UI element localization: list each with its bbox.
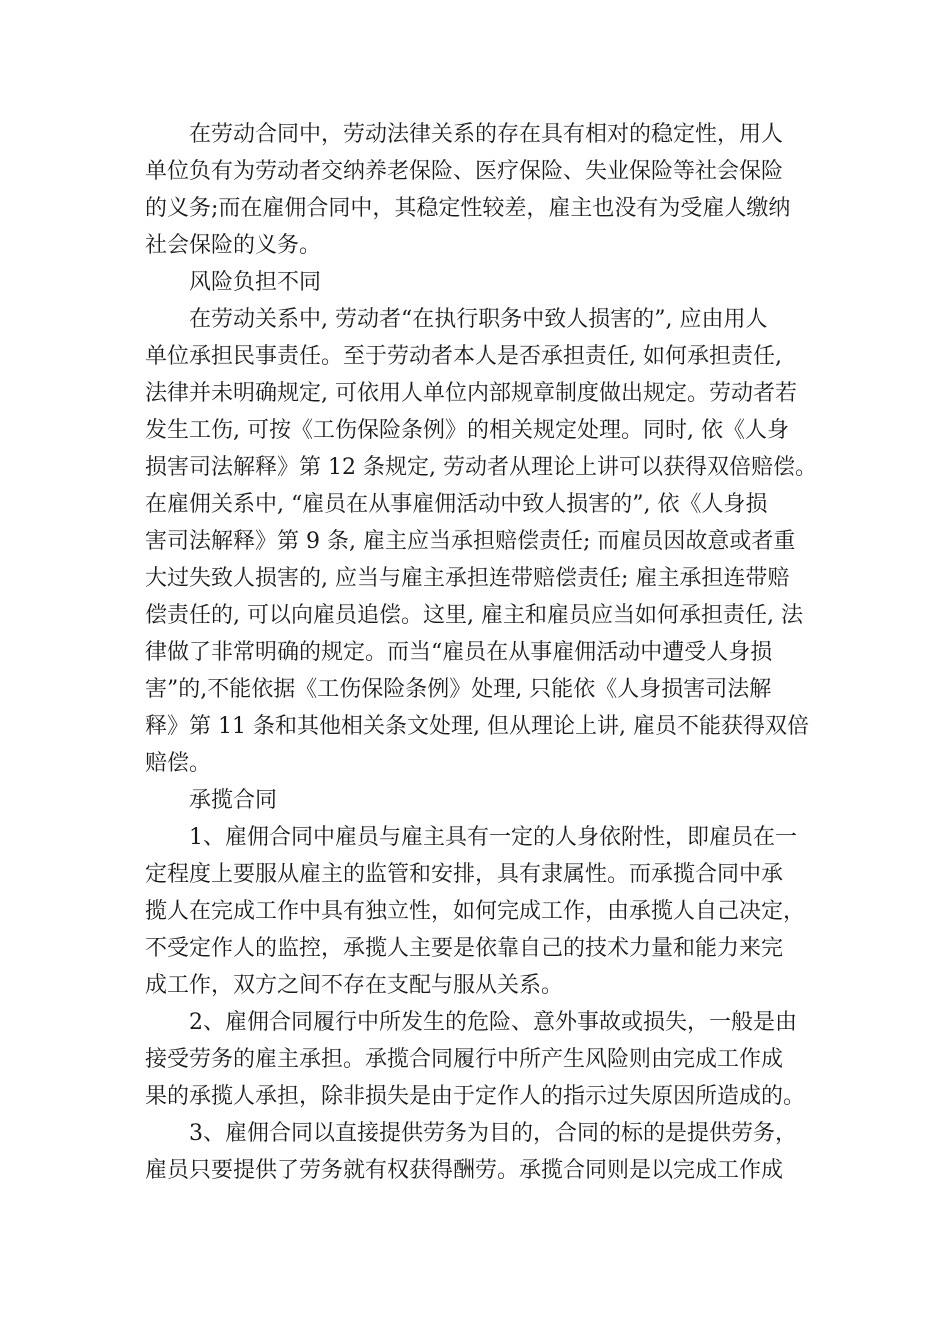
- body-text-line: 害”的,不能依据《工伤保险条例》处理, 只能依《人身损害司法解: [145, 677, 772, 702]
- body-text-line: 单位负有为劳动者交纳养老保险、医疗保险、失业保险等社会保险: [145, 159, 784, 184]
- body-text-line: 不受定作人的监控，承揽人主要是依靠自己的技术力量和能力来完: [145, 936, 784, 961]
- body-text-line: 发生工伤, 可按《工伤保险条例》的相关规定处理。同时, 依《人身: [145, 418, 789, 443]
- body-text-line: 1、雇佣合同中雇员与雇主具有一定的人身依附性，即雇员在一: [189, 825, 797, 850]
- body-text-line: 在劳动关系中, 劳动者“在执行职务中致人损害的”, 应由用人: [189, 307, 768, 332]
- body-text-line: 律做了非常明确的规定。而当“雇员在从事雇佣活动中遭受人身损: [145, 640, 773, 665]
- section-heading: 风险负担不同: [189, 270, 322, 295]
- body-text-line: 法律并未明确规定, 可依用人单位内部规章制度做出规定。劳动者若: [145, 381, 797, 406]
- body-text-line: 损害司法解释》第 12 条规定, 劳动者从理论上讲可以获得双倍赔偿。: [145, 455, 817, 480]
- body-text-line: 的义务;而在雇佣合同中，其稳定性较差，雇主也没有为受雇人缴纳: [145, 196, 791, 221]
- body-text-line: 成工作，双方之间不存在支配与服从关系。: [145, 973, 564, 998]
- body-text-line: 3、雇佣合同以直接提供劳务为目的，合同的标的是提供劳务，: [189, 1121, 797, 1146]
- body-text-line: 社会保险的义务。: [145, 233, 322, 258]
- body-text-line: 定程度上要服从雇主的监管和安排，具有隶属性。而承揽合同中承: [145, 862, 784, 887]
- body-text-line: 雇员只要提供了劳务就有权获得酬劳。承揽合同则是以完成工作成: [145, 1158, 784, 1183]
- body-text-line: 偿责任的, 可以向雇员追偿。这里, 雇主和雇员应当如何承担责任, 法: [145, 603, 803, 628]
- body-text-line: 害司法解释》第 9 条, 雇主应当承担赔偿责任; 而雇员因故意或者重: [145, 529, 796, 554]
- body-text-line: 2、雇佣合同履行中所发生的危险、意外事故或损失，一般是由: [189, 1010, 797, 1035]
- body-text-line: 接受劳务的雇主承担。承揽合同履行中所产生风险则由完成工作成: [145, 1047, 784, 1072]
- body-text-line: 单位承担民事责任。至于劳动者本人是否承担责任, 如何承担责任,: [145, 344, 782, 369]
- body-text-line: 揽人在完成工作中具有独立性，如何完成工作，由承揽人自己决定，: [145, 899, 806, 924]
- body-text-line: 在雇佣关系中, “雇员在从事雇佣活动中致人损害的”, 依《人身损: [145, 492, 768, 517]
- section-heading: 承揽合同: [189, 788, 278, 813]
- body-text-line: 在劳动合同中，劳动法律关系的存在具有相对的稳定性，用人: [189, 122, 784, 147]
- body-text-line: 释》第 11 条和其他相关条文处理, 但从理论上讲, 雇员不能获得双倍: [145, 714, 809, 739]
- body-text-line: 大过失致人损害的, 应当与雇主承担连带赔偿责任; 雇主承担连带赔: [145, 566, 790, 591]
- body-text-line: 果的承揽人承担，除非损失是由于定作人的指示过失原因所造成的。: [145, 1084, 806, 1109]
- body-text-line: 赔偿。: [145, 751, 212, 776]
